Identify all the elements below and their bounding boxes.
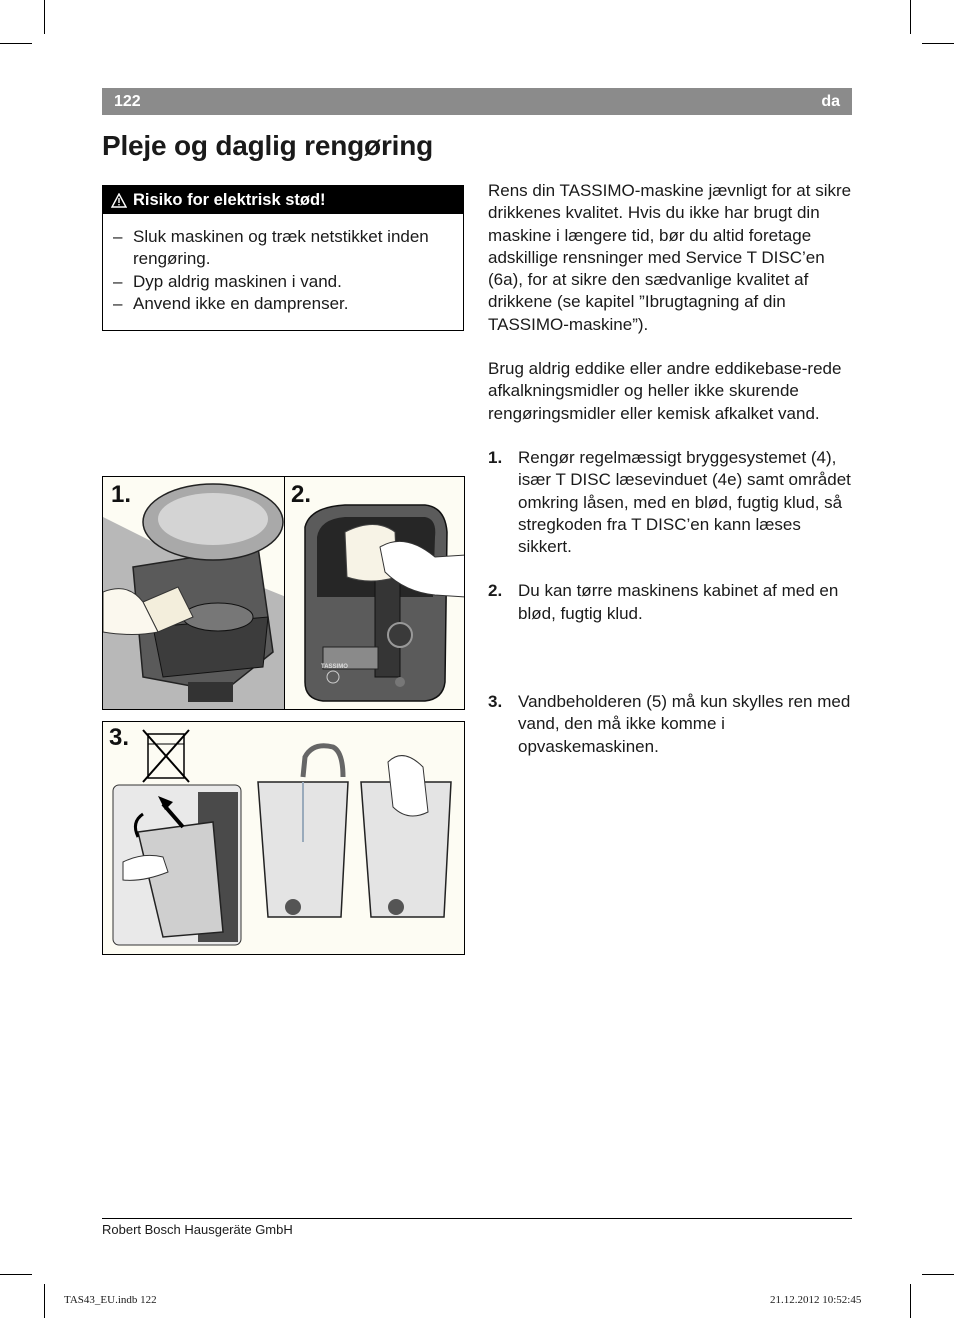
figure-2-machine-housing bbox=[284, 476, 465, 710]
figure-label: 2. bbox=[291, 481, 312, 508]
crop-mark bbox=[0, 1274, 32, 1275]
machine-housing-illustration bbox=[285, 477, 465, 710]
crop-mark bbox=[44, 1284, 45, 1318]
crop-mark bbox=[0, 43, 32, 44]
brewing-unit-illustration bbox=[103, 477, 285, 710]
print-slug-file: TAS43_EU.indb 122 bbox=[64, 1294, 157, 1306]
step-item bbox=[488, 580, 854, 625]
machine-brand-text: TASSIMO bbox=[321, 664, 348, 670]
warning-header bbox=[103, 186, 463, 214]
page-header bbox=[102, 88, 852, 115]
footer-rule bbox=[102, 1218, 852, 1219]
warning-item: – Dyp aldrig maskinen i vand. bbox=[113, 271, 463, 293]
figure-label: 3. bbox=[109, 724, 130, 751]
step-item bbox=[488, 691, 854, 758]
figure-1-brewing-unit bbox=[102, 476, 285, 710]
language-code: da bbox=[821, 92, 840, 110]
warning-item: – Anvend ikke en damprenser. bbox=[113, 293, 463, 315]
step-number: 2. bbox=[488, 581, 503, 601]
warning-item: – Sluk maskinen og træk netstikket inden rengøring. bbox=[113, 226, 463, 271]
figure-label: 1. bbox=[111, 481, 132, 508]
warning-title: Risiko for elektrisk stød! bbox=[133, 190, 326, 209]
crop-mark bbox=[910, 1284, 911, 1318]
instructions-column bbox=[488, 180, 854, 758]
step-text: Vandbeholderen (5) må kun skylles ren med vand, den må ikke komme i opvaskemaskinen. bbox=[518, 692, 851, 756]
intro-paragraph: Rens din TASSIMO-maskine jævnligt for at sikre drikkenes kvalitet. Hvis du ikke har brugt din maskine i længere tid, bør du altid foretage adskillige rensninger med Service T DISC’en (6a), for at sikre den sædvanlige kvalitet af drikkene (se kapitel ”Ibrugtagning af din TASSIMO-maskine”). bbox=[488, 181, 852, 334]
step-number: 1. bbox=[488, 447, 503, 467]
step-item bbox=[488, 447, 854, 558]
page-number: 122 bbox=[114, 92, 141, 110]
crop-mark bbox=[910, 0, 911, 34]
print-slug-date: 21.12.2012 10:52:45 bbox=[770, 1294, 862, 1306]
step-text: Du kan tørre maskinens kabinet af med en blød, fugtig klud. bbox=[518, 581, 839, 623]
footer-company: Robert Bosch Hausgeräte GmbH bbox=[102, 1222, 293, 1237]
crop-mark bbox=[44, 0, 45, 34]
warning-triangle-icon bbox=[111, 193, 127, 208]
figure-3-water-tank bbox=[102, 721, 465, 955]
crop-mark bbox=[922, 1274, 954, 1275]
warning-box bbox=[102, 185, 464, 331]
crop-mark bbox=[922, 43, 954, 44]
step-text: Rengør regelmæssigt bryggesystemet (4), især T DISC læsevinduet (4e) samt området omkring låsen, med en blød, fugtig klud, så stregkoden fra T DISC’en kann læses sikkert. bbox=[518, 447, 851, 557]
water-tank-illustration bbox=[103, 722, 465, 955]
page-title: Pleje og daglig rengøring bbox=[102, 130, 434, 161]
intro-paragraph: Brug aldrig eddike eller andre eddikebase-rede afkalkningsmidler og heller ikke skurende rengøringsmidler eller kemisk afkalket vand. bbox=[488, 359, 842, 423]
step-number: 3. bbox=[488, 692, 503, 712]
warning-list bbox=[103, 214, 463, 315]
